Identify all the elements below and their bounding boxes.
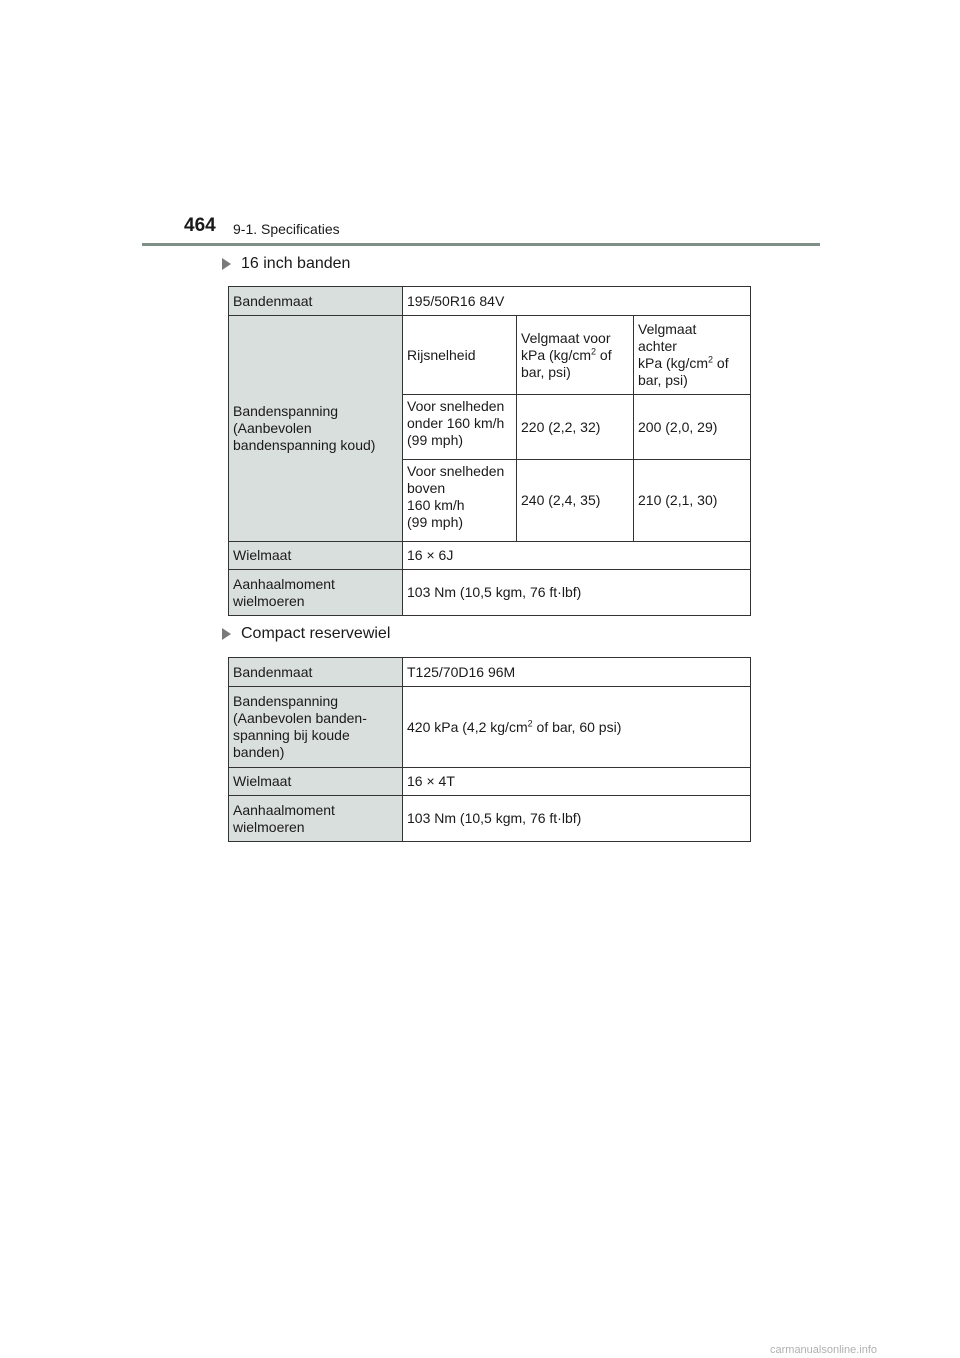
wielmaat-label: Wielmaat [229, 542, 403, 570]
spare-heading [222, 625, 390, 643]
pressure-label: Bandenspanning (Aanbevolen banden- spanning bij koude banden) [229, 687, 403, 768]
wielmaat-value: 16 × 6J [403, 542, 751, 570]
torque-value: 103 Nm (10,5 kgm, 76 ft·lbf) [403, 796, 751, 842]
row2-speed: Voor snelheden boven 160 km/h (99 mph) [403, 460, 517, 542]
table-row [229, 796, 751, 842]
table-row [229, 687, 751, 768]
wielmaat-value: 16 × 4T [403, 768, 751, 796]
row1-speed: Voor snelheden onder 160 km/h (99 mph) [403, 395, 517, 460]
bandenmaat-label: Bandenmaat [229, 287, 403, 316]
table-row [229, 570, 751, 616]
wielmaat-label: Wielmaat [229, 768, 403, 796]
col-front-header: Velgmaat voor kPa ($kg/cm^2$ of bar, psi) [517, 316, 634, 395]
bandenmaat-value: 195/50R16 84V [403, 287, 751, 316]
col-speed-header: Rijsnelheid [403, 316, 517, 395]
table-row [229, 316, 751, 395]
tire16-heading [222, 255, 350, 273]
header-rule [142, 243, 820, 246]
table-row [229, 768, 751, 796]
section-title: 9-1. Specificaties [233, 221, 340, 237]
watermark: carmanualsonline.info [770, 1344, 878, 1356]
triangle-bullet-icon [222, 628, 231, 640]
table-row [229, 658, 751, 687]
row1-rear: 200 (2,0, 29) [634, 395, 751, 460]
bandenmaat-label: Bandenmaat [229, 658, 403, 687]
torque-value: 103 Nm (10,5 kgm, 76 ft·lbf) [403, 570, 751, 616]
row1-front: 220 (2,2, 32) [517, 395, 634, 460]
row2-front: 240 (2,4, 35) [517, 460, 634, 542]
torque-label: Aanhaalmoment wielmoeren [229, 796, 403, 842]
tire16-table [228, 286, 751, 616]
pressure-value: 420 kPa (4,2 $kg/cm^2$ of bar, 60 psi) [403, 687, 751, 768]
triangle-bullet-icon [222, 258, 231, 270]
table-row [229, 542, 751, 570]
spare-heading-text: Compact reservewiel [241, 625, 391, 642]
torque-label: Aanhaalmoment wielmoeren [229, 570, 403, 616]
table-row [229, 287, 751, 316]
col-rear-header: Velgmaat achter kPa ($kg/cm^2$ of bar, psi) [634, 316, 751, 395]
spare-table [228, 657, 751, 842]
tire16-heading-text: 16 inch banden [241, 255, 351, 272]
row2-rear: 210 (2,1, 30) [634, 460, 751, 542]
pressure-label: Bandenspanning (Aanbevolen bandenspanning koud) [229, 316, 403, 542]
bandenmaat-value: T125/70D16 96M [403, 658, 751, 687]
page-number: 464 [184, 215, 216, 236]
